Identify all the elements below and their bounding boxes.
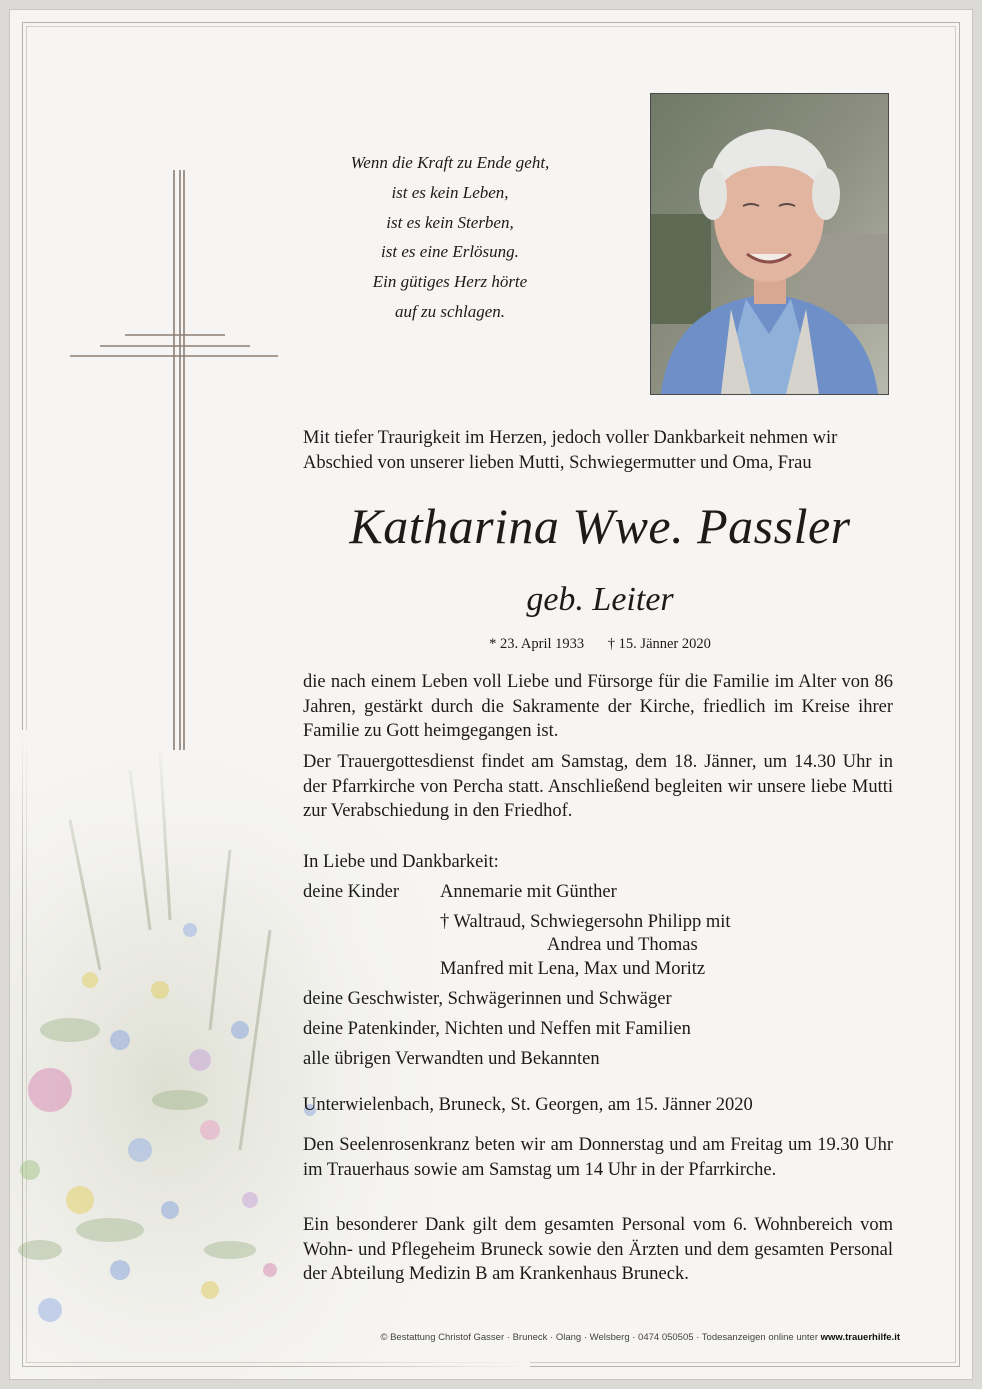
child-entry: Manfred mit Lena, Max und Moritz — [440, 959, 706, 980]
motto-line: Ein gütiges Herz hörte — [372, 272, 528, 292]
list-item — [303, 955, 893, 985]
list-item — [303, 985, 893, 1015]
mourners-heading: In Liebe und Dankbarkeit: — [303, 852, 499, 872]
intro-line: Mit tiefer Traurigkeit im Herzen, jedoch voller Dankbarkeit nehmen wir — [303, 428, 838, 448]
deceased-name: Katharina Wwe. Passler — [349, 498, 851, 554]
birth-date: * 23. April 1933 — [489, 636, 585, 652]
place-date: Unterwielenbach, Bruneck, St. Georgen, am 15. Jänner 2020 — [303, 1095, 753, 1115]
child-entry: † Waltraud, Schwiegersohn Philipp mit — [440, 911, 731, 932]
motto-line: auf zu schlagen. — [394, 301, 506, 321]
siblings-entry: deine Geschwister, Schwägerinnen und Schwäger — [303, 989, 672, 1010]
motto-line: ist es kein Sterben, — [386, 212, 514, 232]
list-item — [303, 848, 893, 878]
obituary-page — [10, 10, 972, 1379]
motto-verse — [310, 148, 590, 327]
child-entry-continued: Andrea und Thomas — [547, 935, 698, 956]
motto-line: Wenn die Kraft zu Ende geht, — [350, 153, 550, 172]
godchildren-entry: deine Patenkinder, Nichten und Neffen mit Familien — [303, 1018, 691, 1039]
motto-line: ist es kein Leben, — [391, 182, 509, 202]
birth-name: geb. Leiter — [526, 581, 674, 618]
list-item — [303, 931, 893, 955]
motto-line: ist es eine Erlösung. — [381, 242, 519, 262]
thanks-paragraph: Ein besonderer Dank gilt dem gesamten Personal vom 6. Wohnbereich vom Wohn- und Pflegeheim Bruneck sowie den Ärzten und dem gesamten Personal der Abteilung Medizin B am Krankenhaus Bruneck. — [303, 1215, 893, 1284]
list-item — [303, 1045, 893, 1075]
life-dates — [310, 636, 890, 653]
footer-text: © Bestattung Christof Gasser · Bruneck · Olang · Welsberg · 0474 050505 · Todesanzeigen online unter — [380, 1332, 821, 1343]
death-date: † 15. Jänner 2020 — [607, 636, 711, 652]
intro-text — [303, 426, 893, 475]
mourners-list — [303, 848, 893, 1075]
service-paragraph: Der Trauergottesdienst findet am Samstag, dem 18. Jänner, um 14.30 Uhr in der Pfarrkirche von Percha statt. Anschließend begleiten wir unsere liebe Mutti zur Verabschiedung in den Friedhof. — [303, 752, 893, 821]
list-item — [303, 878, 893, 908]
cross-icon — [70, 170, 280, 770]
intro-line: Abschied von unserer lieben Mutti, Schwiegermutter und Oma, Frau — [303, 452, 812, 473]
life-paragraph: die nach einem Leben voll Liebe und Fürsorge für die Familie im Alter von 86 Jahren, gestärkt durch die Sakramente der Kirche, friedlich im Kreise ihrer Familie zu Gott heimgegangen ist. — [303, 672, 893, 741]
footer-credit — [300, 1332, 900, 1343]
portrait-photo — [650, 93, 889, 395]
relatives-entry: alle übrigen Verwandten und Bekannten — [303, 1048, 600, 1069]
children-label: deine Kinder — [303, 881, 400, 902]
child-entry: Annemarie mit Günther — [440, 881, 617, 902]
rosary-paragraph: Den Seelenrosenkranz beten wir am Donnerstag und am Freitag um 19.30 Uhr im Trauerhaus sowie am Samstag um 14 Uhr in der Pfarrkirche. — [303, 1135, 893, 1180]
footer-link[interactable]: www.trauerhilfe.it — [820, 1332, 900, 1343]
list-item — [303, 1015, 893, 1045]
